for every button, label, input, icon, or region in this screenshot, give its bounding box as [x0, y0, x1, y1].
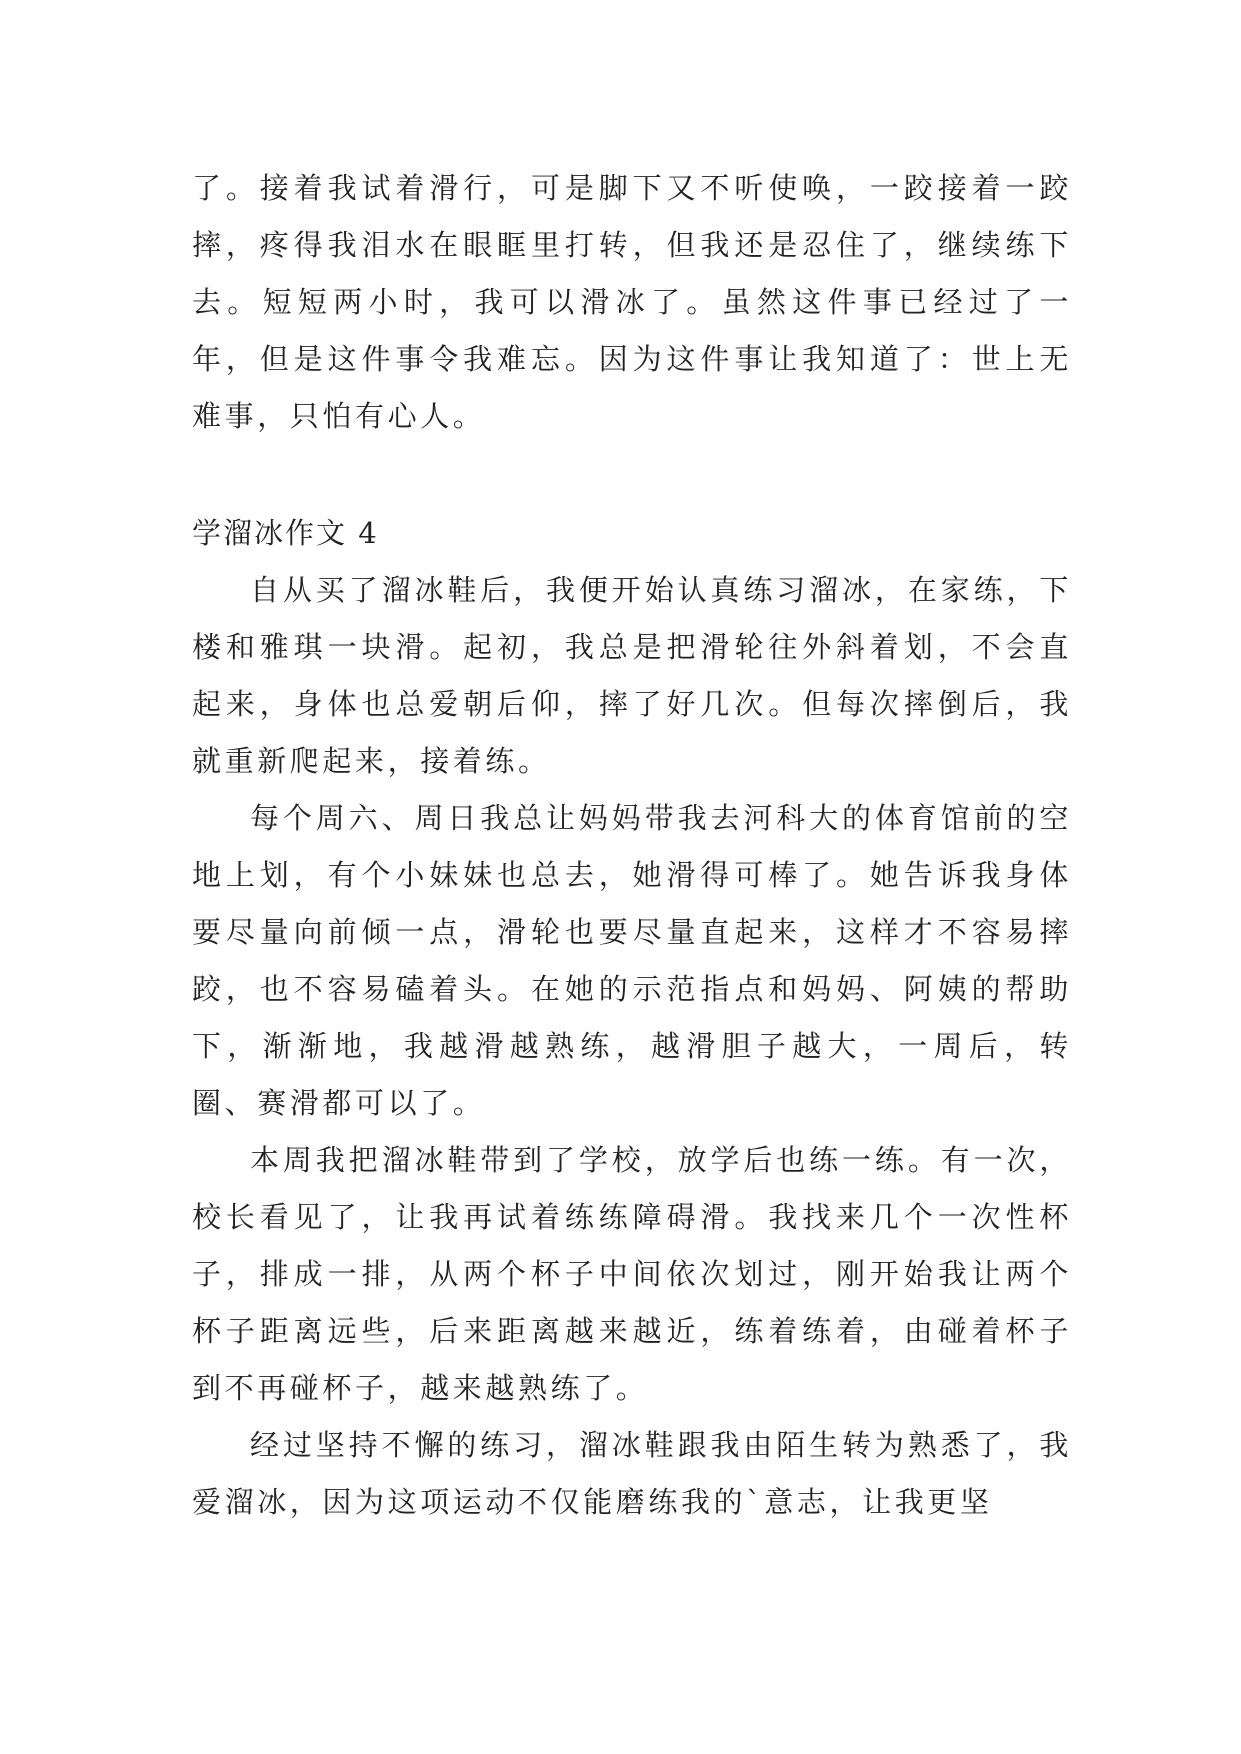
intro-paragraph: 了。接着我试着滑行，可是脚下又不听使唤，一跤接着一跤摔，疼得我泪水在眼眶里打转，但我还是忍住了，继续练下去。短短两小时，我可以滑冰了。虽然这件事已经过了一年，但是这件事令我难忘。因为这件事让我知道了：世上无难事，只怕有心人。 — [192, 171, 1072, 433]
body-paragraph-1: 自从买了溜冰鞋后，我便开始认真练习溜冰，在家练，下楼和雅琪一块滑。起初，我总是把滑轮往外斜着划，不会直起来，身体也总爱朝后仰，摔了好几次。但每次摔倒后，我就重新爬起来，接着练。 — [192, 573, 1072, 778]
document-page — [192, 160, 1072, 1531]
body-paragraph-2: 每个周六、周日我总让妈妈带我去河科大的体育馆前的空地上划，有个小妹妹也总去，她滑得可棒了。她告诉我身体要尽量向前倾一点，滑轮也要尽量直起来，这样才不容易摔跤，也不容易磕着头。在她的示范指点和妈妈、阿姨的帮助下，渐渐地，我越滑越熟练，越滑胆子越大，一周后，转圈、赛滑都可以了。 — [192, 801, 1072, 1120]
body-paragraph-3: 本周我把溜冰鞋带到了学校，放学后也练一练。有一次，校长看见了，让我再试着练练障碍滑。我找来几个一次性杯子，排成一排，从两个杯子中间依次划过，刚开始我让两个杯子距离远些，后来距离越来越近，练着练着，由碰着杯子到不再碰杯子，越来越熟练了。 — [192, 1143, 1072, 1405]
body-paragraph-4: 经过坚持不懈的练习，溜冰鞋跟我由陌生转为熟悉了，我爱溜冰，因为这项运动不仅能磨练我的`意志，让我更坚 — [192, 1428, 1072, 1519]
section-title: 学溜冰作文 4 — [192, 516, 379, 550]
